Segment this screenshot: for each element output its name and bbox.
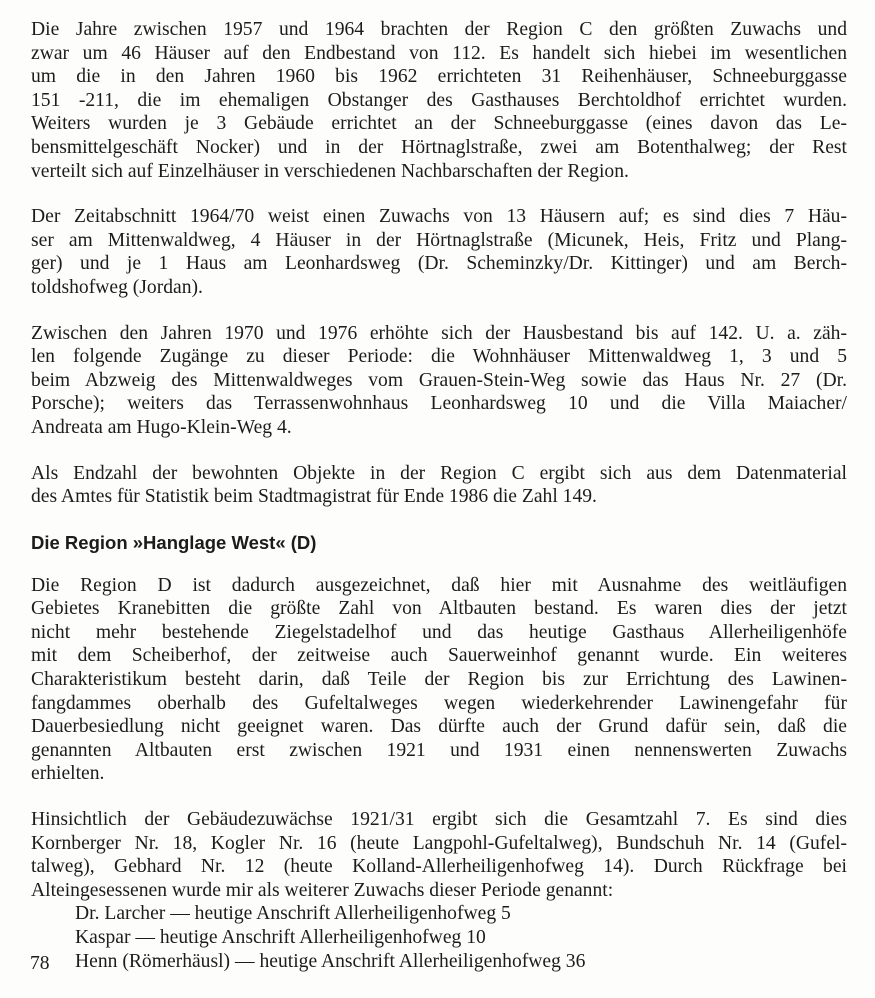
text-line: len folgende Zugänge zu dieser Periode: die Wohnhäuser Mittenwaldweg 1, 3 und 5 [31,346,847,368]
paragraph-region-c-1957-1964 [31,18,847,183]
text-line: erhielten. [31,763,105,785]
paragraph-region-c-1964-1970 [31,205,847,299]
section-heading: Die Region »Hanglage West« (D) [31,531,317,553]
list-item: Dr. Larcher — heutige Anschrift Allerheiligenhofweg 5 [75,903,511,925]
text-line: Als Endzahl der bewohnten Objekte in der Region C ergibt sich aus dem Datenmaterial [31,462,847,484]
text-line: Die Region D ist dadurch ausgezeichnet, daß hier mit Ausnahme des weitläufigen [31,574,847,596]
text-line: genannten Altbauten erst zwischen 1921 und 1931 einen nennenswerten Zuwachs [31,739,847,761]
text-line: nicht mehr bestehende Ziegelstadelhof und das heutige Gasthaus Allerheiligenhöfe [31,621,847,643]
text-line: Charakteristikum besteht darin, daß Teile der Region bis zur Errichtung des Lawinen- [31,669,847,691]
list-item: Kaspar — heutige Anschrift Allerheiligenhofweg 10 [75,927,486,948]
address-list [31,902,847,973]
text-line: ser am Mittenwaldweg, 4 Häuser in der Hörtnaglstraße (Micunek, Heis, Fritz und Plang- [31,229,847,251]
page-number: 78 [30,953,50,974]
text-line: Alteingesessenen wurde mir als weiterer Zuwachs dieser Periode genannt: [31,879,614,901]
text-line: Weiters wurden je 3 Gebäude errichtet an der Schneeburggasse (eines davon das Le- [31,113,847,135]
text-line: zwar um 46 Häuser auf den Endbestand von 112. Es handelt sich hiebei im wesentlichen [31,42,847,64]
text-line: bensmittelgeschäft Nocker) und in der Hörtnaglstraße, zwei am Botenthalweg; der Rest [31,136,847,158]
list-item: Henn (Römerhäusl) — heutige Anschrift Allerheiligenhofweg 36 [75,950,586,972]
text-line: beim Abzweig des Mittenwaldweges vom Grauen-Stein-Weg sowie das Haus Nr. 27 (Dr. [31,369,847,391]
text-line: Die Jahre zwischen 1957 und 1964 brachten der Region C den größten Zuwachs und [31,19,847,40]
text-line: Andreata am Hugo-Klein-Weg 4. [31,416,292,438]
text-line: Dauerbesiedlung nicht geeignet waren. Das dürfte auch der Grund dafür sein, daß die [31,716,847,738]
paragraph-region-c-total [31,462,847,509]
text-line: Porsche); weiters das Terrassenwohnhaus Leonhardsweg 10 und die Villa Maiacher/ [31,393,847,415]
text-line: Hinsichtlich der Gebäudezuwächse 1921/31 ergibt sich die Gesamtzahl 7. Es sind dies [31,809,847,831]
text-line: fangdammes oberhalb des Gufeltalweges wegen wiederkehrender Lawinengefahr für [31,692,847,714]
paragraph-region-d-intro [31,574,847,786]
text-line: Kornberger Nr. 18, Kogler Nr. 16 (heute Langpohl-Gufeltalweg), Bundschuh Nr. 14 (Gufel- [31,832,847,854]
text-line: ger) und je 1 Haus am Leonhardsweg (Dr. Scheminzky/Dr. Kittinger) und am Berch- [31,253,847,275]
text-line: verteilt sich auf Einzelhäuser in verschiedenen Nachbarschaften der Region. [31,160,629,182]
text-line: mit dem Scheiberhof, der zeitweise auch Sauerweinhof genannt wurde. Ein weiteres [31,645,847,667]
text-line: Gebietes Kranebitten die größte Zahl von Altbauten bestand. Es waren dies der jetzt [31,598,847,620]
text-line: talweg), Gebhard Nr. 12 (heute Kolland-Allerheiligenhofweg 14). Durch Rückfrage bei [31,856,847,878]
text-line: Zwischen den Jahren 1970 und 1976 erhöhte sich der Hausbestand bis auf 142. U. a. zäh- [31,322,847,344]
text-line: Der Zeitabschnitt 1964/70 weist einen Zuwachs von 13 Häusern auf; es sind dies 7 Häu- [31,206,847,228]
document-page [31,18,847,973]
text-line: toldshofweg (Jordan). [31,276,203,298]
paragraph-region-c-1970-1976 [31,322,847,440]
paragraph-region-d-1921-1931 [31,808,847,902]
text-line: 151 -211, die im ehemaligen Obstanger des Gasthauses Berchtoldhof errichtet wurden. [31,89,847,111]
text-line: des Amtes für Statistik beim Stadtmagistrat für Ende 1986 die Zahl 149. [31,486,597,508]
text-line: um die in den Jahren 1960 bis 1962 errichteten 31 Reihenhäuser, Schneeburggasse [31,66,847,88]
